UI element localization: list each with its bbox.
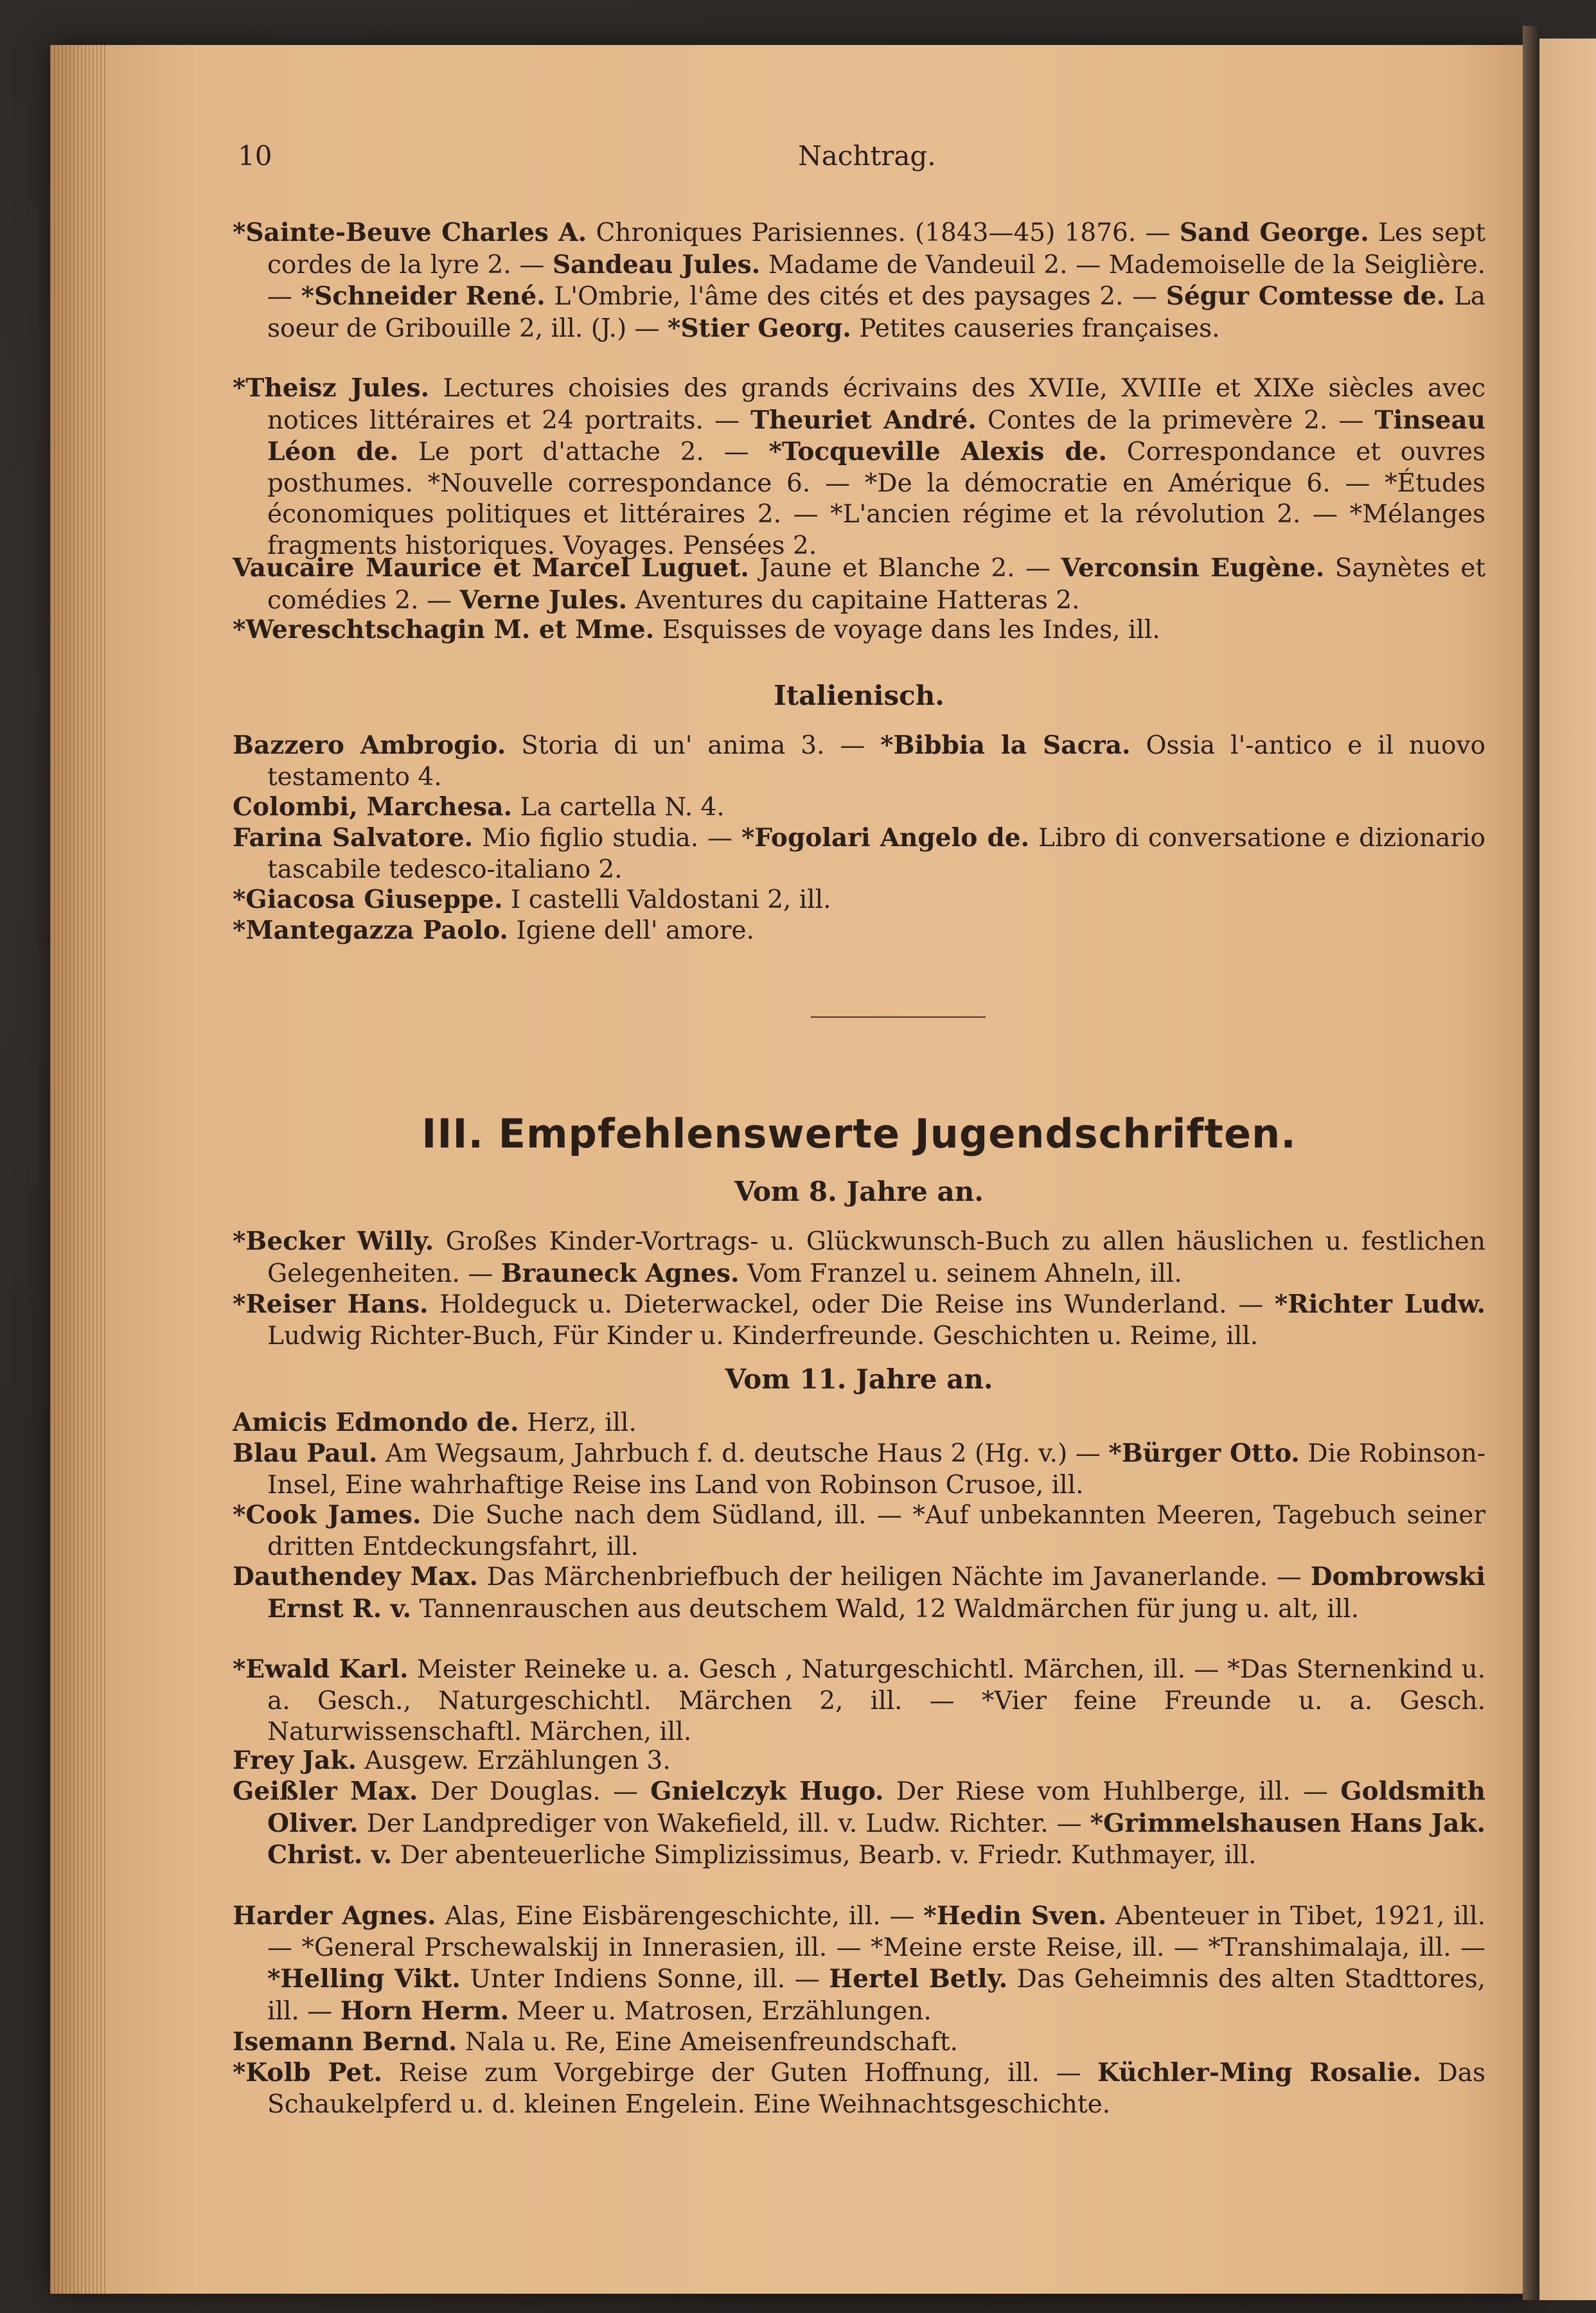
age-heading-8: Vom 8. Jahre an. [734, 1176, 984, 1207]
author-name: Verne Jules. [459, 585, 628, 615]
entry-text: Aventures du capitaine Hatteras 2. [627, 585, 1080, 615]
author-name: Amicis Edmondo de. [233, 1408, 519, 1437]
entry-paragraph [233, 373, 1485, 562]
author-name: Isemann Bernd. [233, 2027, 457, 2057]
entry-text: Meister Reineke u. a. Gesch , Naturgeschichtl. Märchen, ill. — *Das Sternenkind u. a. Gesch., Naturgeschichtl. Märchen 2, ill. — *Vier feine Freunde u. a. Gesch. Naturwissenschaftl. Märchen, ill. [267, 1655, 1486, 1746]
entry-text: Der Douglas. — [418, 1777, 651, 1806]
entry-paragraph [233, 730, 1485, 793]
entry-paragraph [233, 614, 1485, 646]
author-name: Theuriet André. [750, 405, 977, 435]
author-name: *Hedin Sven. [923, 1901, 1107, 1931]
entry-text: La cartella N. 4. [512, 793, 725, 822]
entry-text: Das Märchenbriefbuch der heiligen Nächte im Javanerlande. — [477, 1563, 1311, 1591]
entry-paragraph [233, 1226, 1485, 1289]
entry-paragraph [233, 822, 1485, 885]
entry-text: Das Geheimnis des alten Stadttores, ill. — [267, 1965, 1485, 2026]
author-name: Frey Jak. [233, 1746, 357, 1775]
entry-text: Am Wegsaum, Jahrbuch f. d. deutsche Haus 2 (Hg. v.) — [377, 1439, 1109, 1468]
entry-text: Ausgew. Erzählungen 3. [356, 1746, 671, 1775]
author-name: Vaucaire Maurice et Marcel Luguet. [233, 553, 749, 583]
author-name: *Stier Georg. [667, 313, 851, 343]
author-name: *Bibbia la Sacra. [880, 731, 1131, 760]
entry-text: Großes Kinder-Vortrags- u. Glückwunsch-Buch zu allen häuslichen u. festlichen Gelegenheiten. — [267, 1227, 1485, 1288]
entry-text: Ossia l'-antico e il nuovo testamento 4. [267, 731, 1486, 792]
entry-text: Petites causeries françaises. [851, 314, 1220, 343]
author-name: Küchler-Ming Rosalie. [1097, 2058, 1421, 2087]
chapter-heading: III. Empfehlenswerte Jugendschriften. [421, 1110, 1297, 1157]
entry-text: Der Landprediger von Wakefield, ill. v. Ludw. Richter. — [358, 1809, 1090, 1838]
entry-paragraph [233, 1407, 1485, 1439]
author-name: Harder Agnes. [233, 1901, 436, 1931]
entry-paragraph [233, 792, 1485, 824]
entry-paragraph [233, 1776, 1485, 1872]
author-name: Horn Herm. [340, 1996, 510, 2026]
entry-text: Reise zum Vorgebirge der Guten Hoffnung, ill. — [382, 2059, 1098, 2087]
author-name: *Richter Ludw. [1274, 1289, 1485, 1319]
author-name: Blau Paul. [233, 1439, 378, 1468]
entry-text: Les sept cordes de la lyre 2. — [267, 218, 1485, 279]
page-number: 10 [238, 140, 272, 172]
entry-text: L'Ombrie, l'âme des cités et des paysages 2. — [545, 282, 1166, 311]
entry-text: Chroniques Parisiennes. (1843—45) 1876. — [587, 218, 1180, 247]
entry-text: Alas, Eine Eisbärengeschichte, ill. — [436, 1902, 924, 1931]
entry-text: Le port d'attache 2. — [398, 438, 769, 466]
entry-text: Libro di conversatione e dizionario tascabile tedesco-italiano 2. [267, 824, 1485, 884]
entry-paragraph [233, 884, 1485, 916]
entry-text: Esquisses de voyage dans les Indes, ill. [654, 616, 1160, 644]
entry-paragraph [233, 1654, 1485, 1748]
entry-paragraph [233, 915, 1485, 947]
entry-text: Ludwig Richter-Buch, Für Kinder u. Kinderfreunde. Geschichten u. Reime, ill. [267, 1321, 1259, 1351]
author-name: Sandeau Jules. [552, 249, 761, 279]
entry-text: Holdeguck u. Dieterwackel, oder Die Reise ins Wunderland. — [428, 1290, 1275, 1319]
author-name: *Theisz Jules. [233, 373, 430, 403]
entry-text: Correspondance et ouvres posthumes. *Nouvelle correspondance 6. — *De la démocratie en Amérique 6. — *Études économiques politiques et littéraires 2. — *L'ancien régime et la révolution 2. — *Mélanges fragments historiques. Voyages. Pensées 2. [267, 438, 1485, 560]
entry-text: Der Riese vom Huhlberge, ill. — [883, 1777, 1341, 1806]
entry-paragraph [233, 2026, 1485, 2059]
entry-text: Vom Franzel u. seinem Ahneln, ill. [739, 1259, 1182, 1288]
author-name: *Mantegazza Paolo. [233, 916, 508, 945]
entry-text: I castelli Valdostani 2, ill. [502, 885, 831, 914]
entry-text: Nala u. Re, Eine Ameisenfreundschaft. [457, 2028, 958, 2057]
entry-text: Abenteuer in Tibet, 1921, ill. — *General Prschewalskij in Innerasien, ill. — *Meine erste Reise, ill. — *Transhimalaja, ill. — [267, 1902, 1486, 1962]
author-name: Geißler Max. [233, 1777, 418, 1806]
entry-text: Saynètes et comédies 2. — [267, 554, 1485, 615]
author-name: *Helling Vikt. [267, 1964, 461, 1994]
author-name: *Cook James. [233, 1500, 421, 1530]
entry-text: Jaune et Blanche 2. — [749, 554, 1061, 583]
entry-text: Lectures choisies des grands écrivains des XVIIe, XVIIIe et XIXe siècles avec notices littéraires et 24 portraits. — [267, 374, 1485, 435]
author-name: Bazzero Ambrogio. [233, 731, 506, 760]
entry-text: Die Robinson-Insel, Eine wahrhaftige Reise ins Land von Robinson Crusoe, ill. [267, 1439, 1486, 1500]
author-name: Colombi, Marchesa. [233, 792, 513, 822]
author-name: Goldsmith Oliver. [267, 1777, 1486, 1838]
age-heading-11: Vom 11. Jahre an. [725, 1363, 993, 1395]
section-heading-italian: Italienisch. [774, 680, 944, 711]
author-name: *Fogolari Angelo de. [741, 823, 1030, 853]
book-gutter [1523, 26, 1539, 2300]
entry-text: Storia di un' anima 3. — [506, 731, 881, 760]
author-name: *Schneider René. [301, 281, 545, 311]
author-name: Verconsin Eugène. [1061, 553, 1325, 583]
author-name: Dauthendey Max. [233, 1562, 478, 1591]
entry-text: La soeur de Gribouille 2, ill. (J.) — [267, 282, 1485, 343]
author-name: *Wereschtschagin M. et Mme. [233, 615, 655, 644]
author-name: Sand George. [1179, 218, 1369, 247]
page-edges [50, 45, 108, 2294]
entry-paragraph [233, 1745, 1485, 1777]
section-divider [811, 1016, 986, 1018]
facing-page-edge [1539, 39, 1596, 2300]
running-title: Nachtrag. [798, 140, 936, 172]
author-name: *Reiser Hans. [233, 1289, 429, 1319]
author-name: *Bürger Otto. [1108, 1439, 1300, 1468]
author-name: *Grimmelshausen Hans Jak. Christ. v. [267, 1808, 1485, 1870]
entry-paragraph [233, 1500, 1485, 1563]
entry-text: Igiene dell' amore. [508, 916, 754, 945]
author-name: *Kolb Pet. [233, 2058, 382, 2087]
author-name: *Becker Willy. [233, 1227, 434, 1256]
entry-paragraph [233, 1561, 1485, 1625]
entry-text: Herz, ill. [519, 1408, 637, 1437]
author-name: *Ewald Karl. [233, 1654, 409, 1684]
author-name: Gnielczyk Hugo. [650, 1777, 884, 1806]
entry-text: Contes de la primevère 2. — [976, 405, 1375, 435]
entry-text: Mio figlio studia. — [473, 824, 741, 853]
author-name: Dombrowski Ernst R. v. [267, 1562, 1485, 1624]
entry-text: Der abenteuerliche Simplizissimus, Bearb. v. Friedr. Kuthmayer, ill. [392, 1841, 1257, 1870]
author-name: Hertel Betly. [829, 1964, 1008, 1994]
author-name: Farina Salvatore. [233, 823, 474, 853]
entry-paragraph [233, 553, 1485, 616]
entry-text: Das Schaukelpferd u. d. kleinen Engelein. Eine Weihnachtsgeschichte. [267, 2059, 1485, 2119]
entry-text: Madame de Vandeuil 2. — Mademoiselle de la Seiglière. — [267, 250, 1485, 311]
author-name: *Giacosa Giuseppe. [233, 885, 503, 914]
entry-paragraph [233, 2057, 1485, 2120]
entry-paragraph [233, 1289, 1485, 1352]
entry-text: Die Suche nach dem Südland, ill. — *Auf unbekannten Meeren, Tagebuch seiner dritten Entdeckungsfahrt, ill. [267, 1501, 1485, 1561]
entry-text: Unter Indiens Sonne, ill. — [460, 1965, 829, 1994]
running-header [233, 140, 1485, 172]
author-name: Tinseau Léon de. [267, 405, 1485, 466]
entry-paragraph [233, 1901, 1485, 2027]
entry-text: Meer u. Matrosen, Erzählungen. [509, 1996, 932, 2026]
entry-paragraph [233, 217, 1485, 344]
entry-paragraph [233, 1438, 1485, 1501]
author-name: Ségur Comtesse de. [1166, 281, 1446, 311]
author-name: *Tocqueville Alexis de. [768, 437, 1108, 466]
author-name: *Sainte-Beuve Charles A. [233, 218, 587, 247]
entry-text: Tannenrauschen aus deutschem Wald, 12 Waldmärchen für jung u. alt, ill. [411, 1594, 1359, 1624]
author-name: Brauneck Agnes. [501, 1258, 740, 1288]
